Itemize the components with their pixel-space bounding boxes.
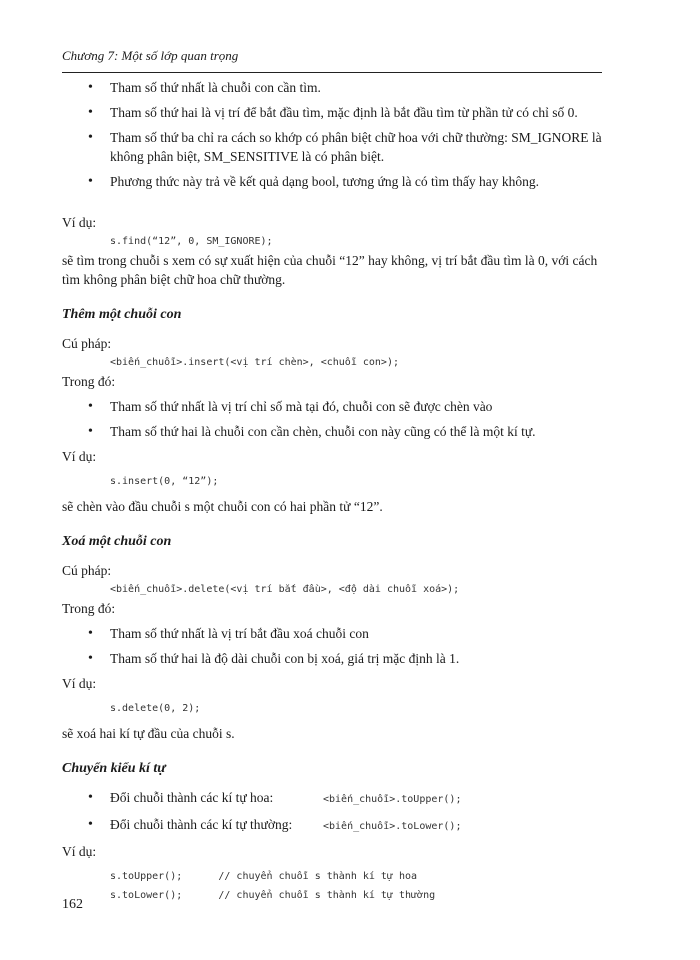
list-item [62,815,602,836]
page-body [62,78,602,905]
section-title-insert: Thêm một chuỗi con [62,307,182,322]
list-item: • Tham số thứ hai là chuỗi con cần chèn, chuỗi con này cũng có thể là một kí tự. [62,422,602,441]
code-line: <biến_chuỗi>.delete(<vị trí bắt đầu>, <độ dài chuỗi xoá>); [110,584,460,595]
convert-code: <biến_chuỗi>.toUpper(); [323,794,462,805]
code-line: s.toUpper(); // chuyển chuỗi s thành kí tự hoa [110,871,418,882]
list-item: • Phương thức này trả về kết quả dạng bool, tương ứng là có tìm thấy hay không. [62,172,602,191]
syntax-label: Cú pháp: [62,563,112,578]
code-line: <biến_chuỗi>.insert(<vị trí chèn>, <chuỗi con>); [110,357,399,368]
convert-description: Đổi chuỗi thành các kí tự thường: [110,817,293,832]
example-description: sẽ xoá hai kí tự đầu của chuỗi s. [62,726,235,741]
list-item: • Tham số thứ ba chỉ ra cách so khớp có phân biệt chữ hoa với chữ thường: SM_IGNORE là không phân biệt, SM_SENSITIVE là có phân biệt. [62,128,602,166]
example-description: sẽ chèn vào đầu chuỗi s một chuỗi con có hai phần tử “12”. [62,499,383,514]
list-item: • Tham số thứ nhất là vị trí chỉ số mà tại đó, chuỗi con sẽ được chèn vào [62,397,602,416]
example-label: Ví dụ: [62,676,97,691]
list-item: • Tham số thứ hai là độ dài chuỗi con bị xoá, giá trị mặc định là 1. [62,649,602,668]
delete-params-list [62,624,602,668]
section-title-delete: Xoá một chuỗi con [62,534,172,549]
convert-list [62,788,602,836]
code-line: s.find(“12”, 0, SM_IGNORE); [110,236,273,247]
section-title-convert: Chuyển kiểu kí tự [62,761,166,776]
list-item: • Tham số thứ nhất là vị trí bắt đầu xoá chuỗi con [62,624,602,643]
where-label: Trong đó: [62,374,116,389]
example-label: Ví dụ: [62,844,97,859]
convert-code: <biến_chuỗi>.toLower(); [323,821,462,832]
header-rule [62,72,602,73]
page-number: 162 [62,897,83,912]
example-label: Ví dụ: [62,215,97,230]
code-line: s.delete(0, 2); [110,703,201,714]
example-label: Ví dụ: [62,449,97,464]
list-item: • Tham số thứ nhất là chuỗi con cần tìm. [62,78,602,97]
convert-description: Đổi chuỗi thành các kí tự hoa: [110,790,274,805]
syntax-label: Cú pháp: [62,336,112,351]
insert-params-list [62,397,602,441]
code-line: s.insert(0, “12”); [110,476,219,487]
example-description: sẽ tìm trong chuỗi s xem có sự xuất hiện của chuỗi “12” hay không, vị trí bắt đầu tìm là 0, với cách tìm không phân biệt chữ hoa chữ thường. [62,253,598,287]
running-header: Chương 7: Một số lớp quan trọng [62,48,239,63]
list-item [62,788,602,809]
where-label: Trong đó: [62,601,116,616]
list-item: • Tham số thứ hai là vị trí để bắt đầu tìm, mặc định là bắt đầu tìm từ phần tử có chỉ số 0. [62,103,602,122]
find-params-list [62,78,602,191]
code-line: s.toLower(); // chuyển chuỗi s thành kí tự thường [110,890,436,901]
